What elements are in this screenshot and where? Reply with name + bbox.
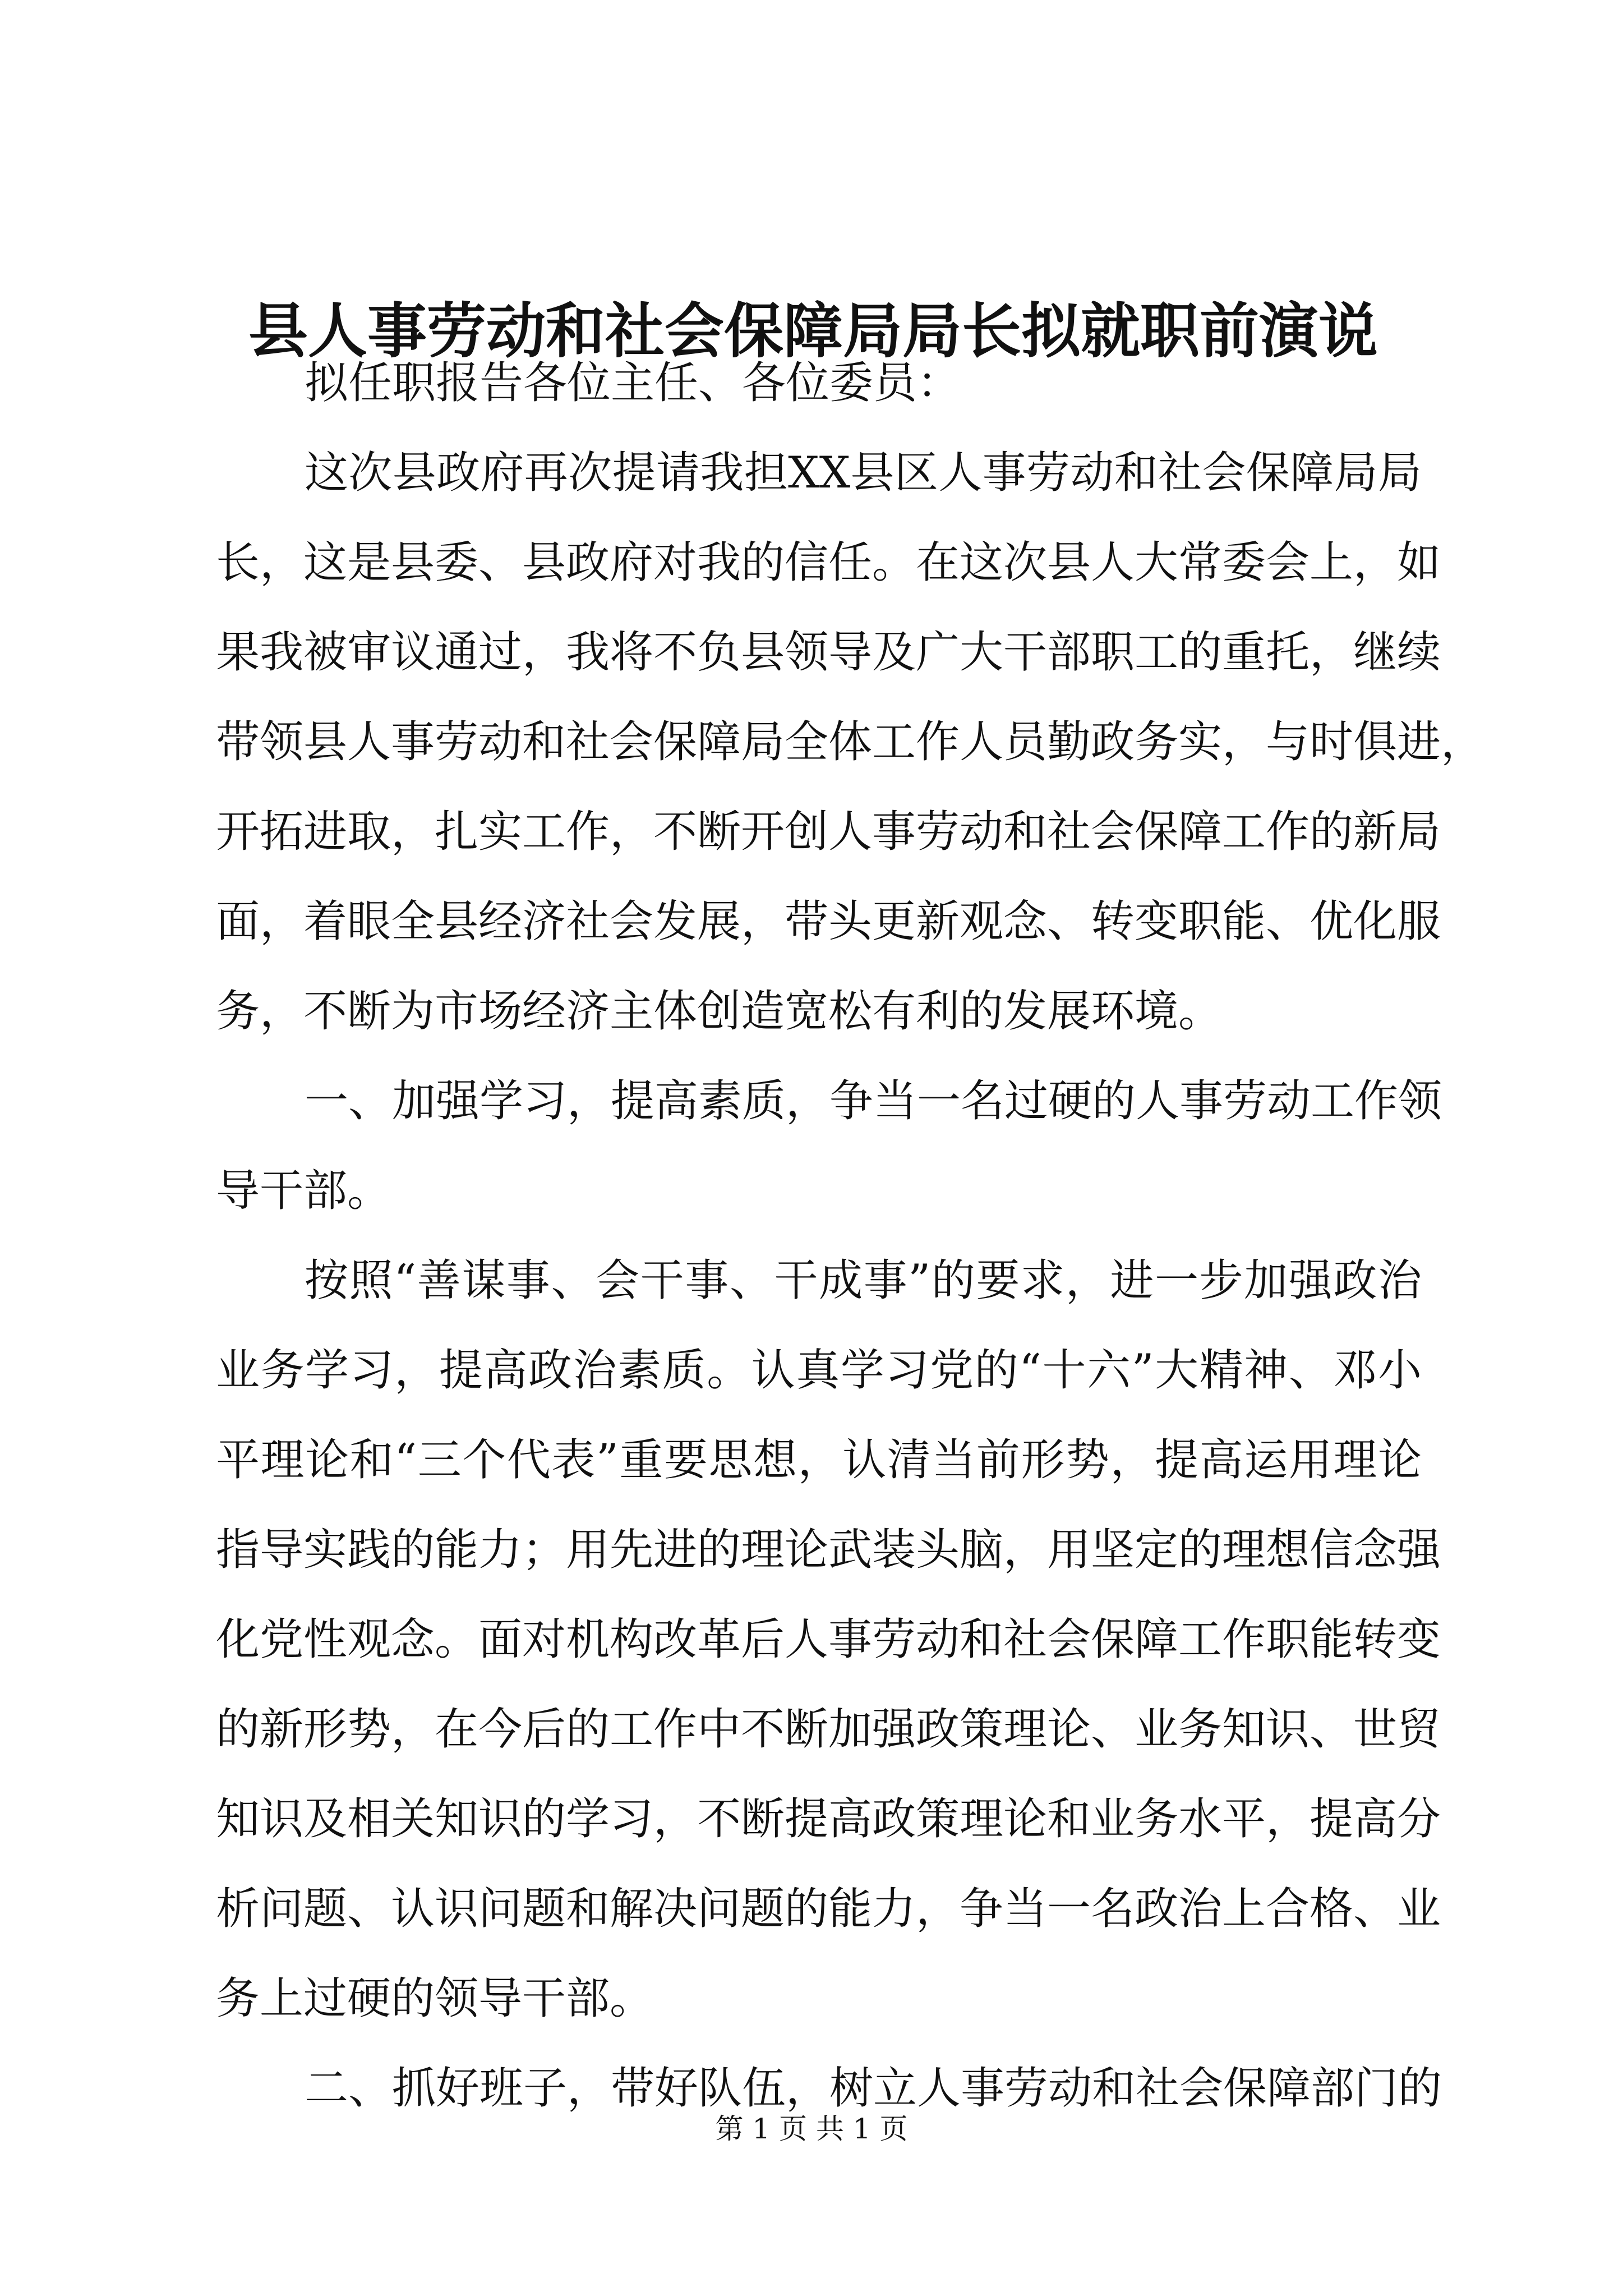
body-line: 按照“善谋事、会干事、干成事”的要求，进一步加强政治	[305, 1255, 1422, 1306]
body-line: 化党性观念。面对机构改革后人事劳动和社会保障工作职能转变	[216, 1614, 1441, 1665]
body-line: 二、抓好班子，带好队伍，树立人事劳动和社会保障部门的	[305, 2063, 1442, 2114]
body-line: 这次县政府再次提请我担XX县区人事劳动和社会保障局局	[305, 448, 1422, 498]
body-line: 导干部。	[216, 1166, 391, 1216]
page-number-footer: 第 1 页 共 1 页	[715, 2113, 908, 2145]
body-line: 业务学习，提高政治素质。认真学习党的“十六”大精神、邓小	[216, 1345, 1422, 1396]
body-line: 开拓进取，扎实工作，不断开创人事劳动和社会保障工作的新局	[216, 807, 1441, 857]
body-line: 指导实践的能力；用先进的理论武装头脑，用坚定的理想信念强	[216, 1525, 1441, 1575]
body-line: 平理论和“三个代表”重要思想，认清当前形势，提高运用理论	[216, 1435, 1422, 1485]
body-line: 知识及相关知识的学习，不断提高政策理论和业务水平，提高分	[216, 1794, 1441, 1844]
body-line: 析问题、认识问题和解决问题的能力，争当一名政治上合格、业	[216, 1884, 1441, 1934]
body-line: 的新形势，在今后的工作中不断加强政策理论、业务知识、世贸	[216, 1704, 1441, 1755]
body-line: 面，着眼全县经济社会发展，带头更新观念、转变职能、优化服	[216, 896, 1441, 947]
body-line: 务上过硬的领导干部。	[216, 1973, 654, 2024]
body-line: 一、加强学习，提高素质，争当一名过硬的人事劳动工作领	[305, 1076, 1442, 1126]
body-line: 长，这是县委、县政府对我的信任。在这次县人大常委会上，如	[216, 537, 1441, 588]
document-title: 县人事劳动和社会保障局局长拟就职前演说	[248, 296, 1378, 366]
body-line: 果我被审议通过，我将不负县领导及广大干部职工的重托，继续	[216, 627, 1441, 678]
body-line: 带领县人事劳动和社会保障局全体工作人员勤政务实，与时俱进，	[216, 717, 1485, 767]
body-line: 务，不断为市场经济主体创造宽松有利的发展环境。	[216, 986, 1223, 1037]
body-line: 拟任职报告各位主任、各位委员：	[305, 358, 961, 408]
